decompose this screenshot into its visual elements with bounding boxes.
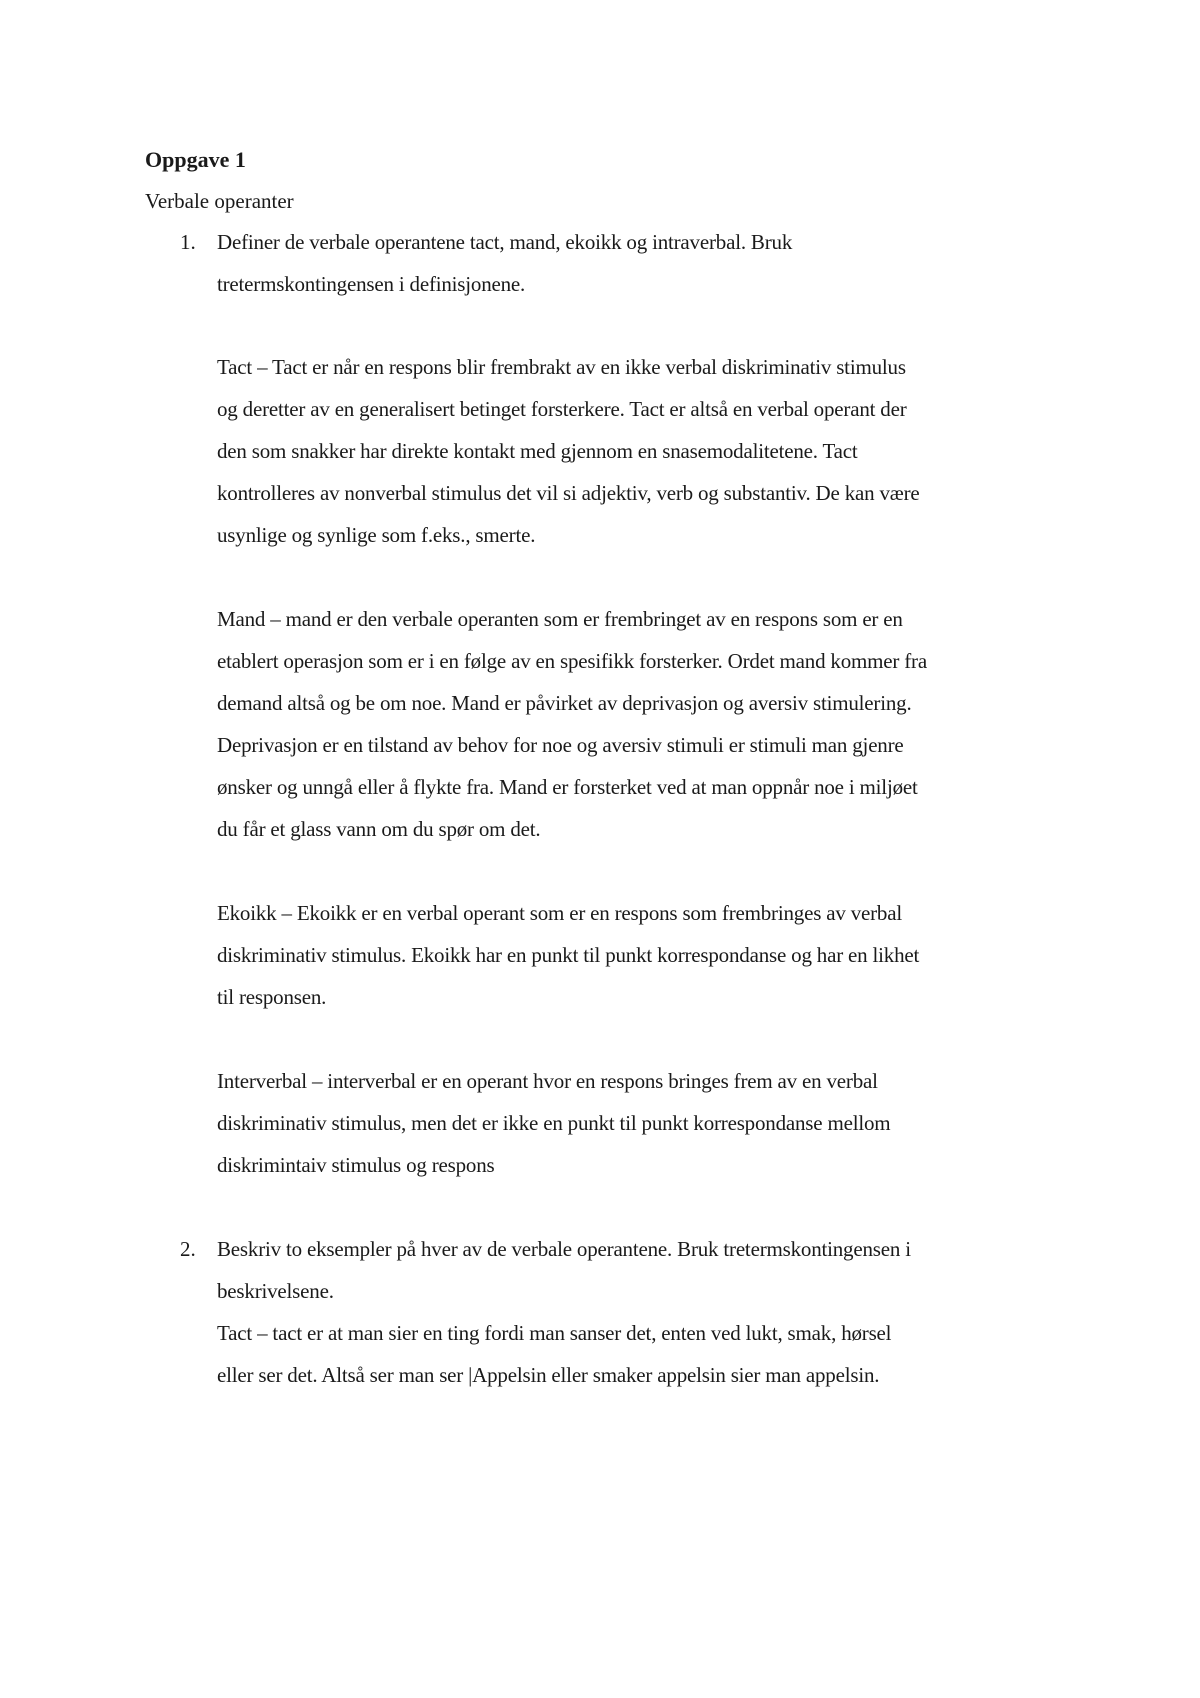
tact-example-line: eller ser det. Altså ser man ser |Appelsin eller smaker appelsin sier man appelsin. [217,1363,880,1387]
tact-definition-line: kontrolleres av nonverbal stimulus det vil si adjektiv, verb og substantiv. De kan være [217,481,920,505]
page-heading: Oppgave 1 [145,147,246,172]
section-subheading: Verbale operanter [145,189,294,213]
list-number-2: 2. [180,1237,196,1261]
question-2-line: Beskriv to eksempler på hver av de verbale operantene. Bruk tretermskontingensen i [217,1237,911,1261]
interverbal-definition-line: diskriminativ stimulus, men det er ikke en punkt til punkt korrespondanse mellom [217,1111,891,1135]
mand-definition-line: du får et glass vann om du spør om det. [217,817,541,841]
mand-definition-line: etablert operasjon som er i en følge av en spesifikk forsterker. Ordet mand kommer fra [217,649,927,673]
ekoikk-definition-line: diskriminativ stimulus. Ekoikk har en punkt til punkt korrespondanse og har en likhet [217,943,920,967]
tact-definition-line: usynlige og synlige som f.eks., smerte. [217,523,536,547]
mand-definition-line: Mand – mand er den verbale operanten som er frembringet av en respons som er en [217,607,903,631]
mand-definition-line: demand altså og be om noe. Mand er påvirket av deprivasjon og aversiv stimulering. [217,691,912,715]
question-1-line: tretermskontingensen i definisjonene. [217,272,526,296]
ekoikk-definition-line: til responsen. [217,985,327,1009]
question-2-line: beskrivelsene. [217,1279,334,1303]
tact-example-line: Tact – tact er at man sier en ting fordi man sanser det, enten ved lukt, smak, hørsel [217,1321,892,1345]
question-1-line: Definer de verbale operantene tact, mand, ekoikk og intraverbal. Bruk [217,230,793,254]
list-number-1: 1. [180,230,196,254]
interverbal-definition-line: diskrimintaiv stimulus og respons [217,1153,495,1177]
interverbal-definition-line: Interverbal – interverbal er en operant hvor en respons bringes frem av en verbal [217,1069,878,1093]
mand-definition-line: ønsker og unngå eller å flykte fra. Mand er forsterket ved at man oppnår noe i miljøet [217,775,918,799]
tact-definition-line: den som snakker har direkte kontakt med gjennom en snasemodalitetene. Tact [217,439,858,463]
mand-definition-line: Deprivasjon er en tilstand av behov for noe og aversiv stimuli er stimuli man gjenre [217,733,904,757]
tact-definition-line: og deretter av en generalisert betinget forsterkere. Tact er altså en verbal operant der [217,397,907,421]
ekoikk-definition-line: Ekoikk – Ekoikk er en verbal operant som er en respons som frembringes av verbal [217,901,902,925]
tact-definition-line: Tact – Tact er når en respons blir frembrakt av en ikke verbal diskriminativ stimulus [217,355,906,379]
